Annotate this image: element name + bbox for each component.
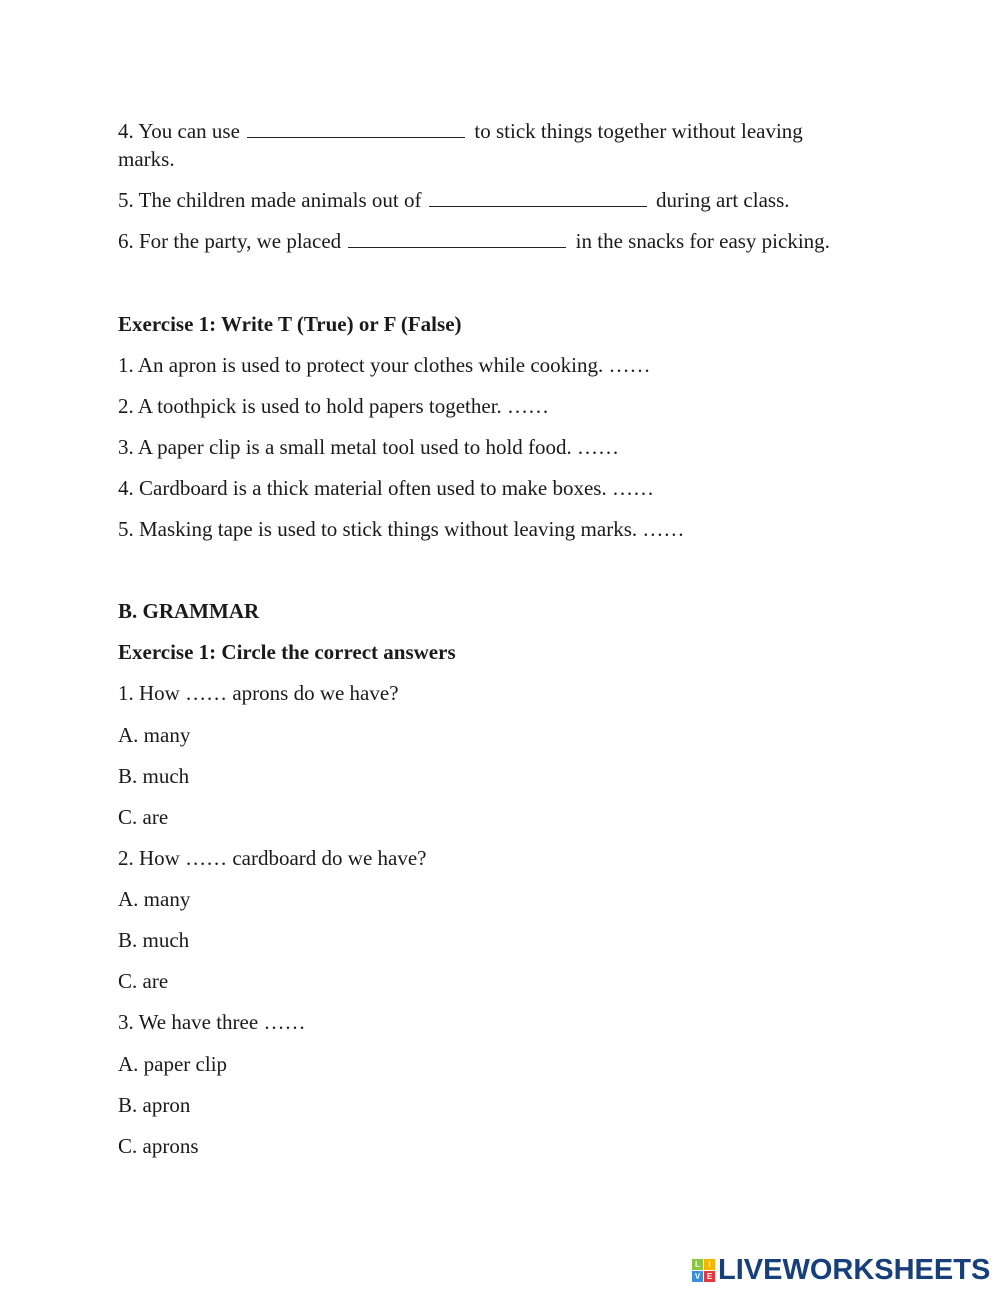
option[interactable]: C. are: [118, 805, 169, 829]
tf-title: Exercise 1: Write T (True) or F (False): [118, 312, 462, 336]
option[interactable]: C. aprons: [118, 1134, 199, 1158]
item-text: 4. You can use: [118, 119, 240, 143]
logo-tile: E: [704, 1271, 715, 1282]
option[interactable]: B. much: [118, 764, 190, 788]
fill-in-item-4-cont: marks.: [118, 147, 175, 171]
answer-blank[interactable]: [247, 119, 465, 138]
item-text: 5. The children made animals out of: [118, 188, 422, 212]
logo-tile: V: [692, 1271, 703, 1282]
tf-item: 4. Cardboard is a thick material often used to make boxes. ……: [118, 476, 654, 500]
question: 2. How …… cardboard do we have?: [118, 846, 427, 870]
option[interactable]: B. apron: [118, 1093, 191, 1117]
tf-item: 2. A toothpick is used to hold papers together. ……: [118, 394, 550, 418]
item-text: during art class.: [655, 188, 790, 212]
answer-blank[interactable]: [348, 229, 566, 248]
section-heading: B. GRAMMAR: [118, 599, 260, 623]
liveworksheets-logo: [692, 1254, 990, 1287]
question: 3. We have three ……: [118, 1010, 306, 1034]
option[interactable]: A. paper clip: [118, 1052, 228, 1076]
fill-in-item-6: [118, 229, 830, 253]
item-text: to stick things together without leaving: [474, 119, 803, 143]
tf-item: 3. A paper clip is a small metal tool used to hold food. ……: [118, 435, 620, 459]
option[interactable]: B. much: [118, 928, 190, 952]
item-text: 6. For the party, we placed: [118, 229, 342, 253]
option[interactable]: A. many: [118, 723, 191, 747]
item-text: in the snacks for easy picking.: [575, 229, 830, 253]
tf-item: 5. Masking tape is used to stick things without leaving marks. ……: [118, 517, 685, 541]
logo-tile: L: [692, 1259, 703, 1270]
fill-in-item-5: [118, 188, 790, 212]
tf-item: 1. An apron is used to protect your clothes while cooking. ……: [118, 353, 651, 377]
logo-text: LIVEWORKSHEETS: [718, 1254, 991, 1286]
fill-in-item-4: [118, 119, 803, 143]
answer-blank[interactable]: [429, 188, 647, 207]
logo-tiles-icon: [692, 1259, 715, 1282]
question: 1. How …… aprons do we have?: [118, 681, 399, 705]
grammar-title: Exercise 1: Circle the correct answers: [118, 640, 456, 664]
option[interactable]: A. many: [118, 887, 191, 911]
option[interactable]: C. are: [118, 969, 169, 993]
logo-tile: I: [704, 1259, 715, 1270]
